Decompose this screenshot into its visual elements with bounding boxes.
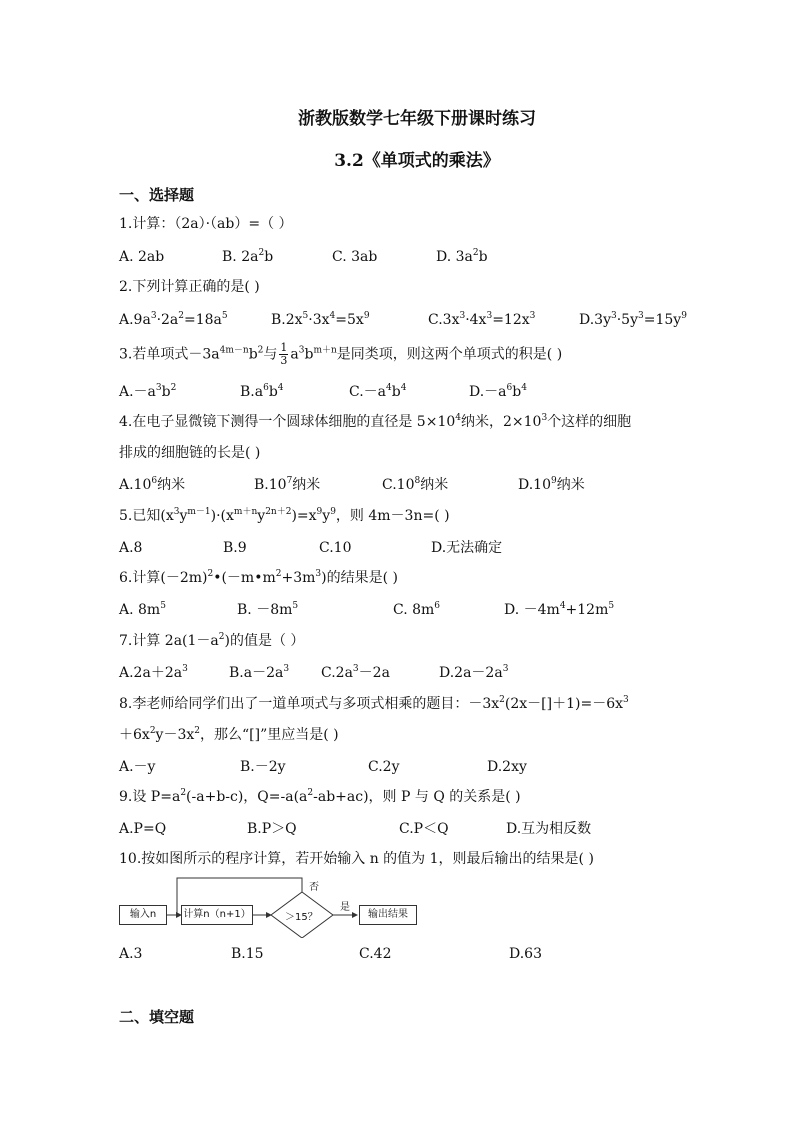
option-a: A. 2ab bbox=[119, 249, 165, 265]
question-9-stem: 9.设 $P=a^2(-a+b-c)$，$Q=-a(a^2-ab+ac)$，则 P 与 Q 的关系是( ) bbox=[119, 788, 521, 805]
option-d: D.互为相反数 bbox=[506, 821, 592, 837]
question-6-stem: 6.计算$(-2m)^2•(-m•m^2+3m^3)$的结果是( ) bbox=[119, 569, 398, 586]
flow-output-box: 输出结果 bbox=[359, 905, 417, 925]
section-fill-heading: 二、填空题 bbox=[119, 1008, 195, 1026]
flow-compute-box: 计算n（n+1） bbox=[181, 905, 253, 925]
option-d: D. $-4m^4+12m^5$ bbox=[504, 601, 615, 618]
option-c: C.P＜Q bbox=[399, 821, 449, 837]
program-flowchart bbox=[119, 874, 439, 938]
option-b: $B.a-2a^3$ bbox=[229, 664, 290, 681]
question-4-stem-line-1: 4.在电子显微镜下测得一个圆球体细胞的直径是 $5\times 10^4$纳米，$2\times 10^3$个这样的细胞 bbox=[119, 413, 632, 430]
question-1-stem: 1.计算：（2a）·（ab）=（ ） bbox=[119, 216, 293, 232]
flow-no-label: 否 bbox=[309, 882, 319, 893]
option-c: $C.-a^4b^4$ bbox=[349, 383, 407, 400]
flow-yes-label: 是 bbox=[340, 902, 350, 913]
option-a: A.－y bbox=[119, 759, 156, 775]
option-a: $A.9a^3\cdot 2a^2=18a^5$ bbox=[119, 311, 228, 328]
question-8-stem-line-2: $+6x^2y-3x^2$，那么“[]”里应当是( ) bbox=[119, 726, 339, 743]
option-b: B.15 bbox=[231, 946, 264, 962]
question-4-stem-line-2: 排成的细胞链的长是( ) bbox=[119, 445, 261, 461]
option-c: C. 3ab bbox=[332, 249, 378, 265]
option-d: D.2xy bbox=[487, 759, 527, 775]
question-5-stem: 5.已知$(x^3y^{m-1})\cdot(x^{m+n}y^{2n+2})=x^9y^9$，则 4m－3n=( ) bbox=[119, 507, 450, 524]
option-d: $D.10^9$纳米 bbox=[518, 476, 585, 493]
option-b: B. $2a^2b$ bbox=[222, 248, 274, 265]
option-c: $C.10^8$纳米 bbox=[382, 476, 449, 493]
question-2-stem: 2.下列计算正确的是( ) bbox=[119, 279, 260, 295]
section-choice-heading: 一、选择题 bbox=[119, 186, 195, 204]
option-a: $A.-a^3b^2$ bbox=[119, 383, 177, 400]
question-3-stem: 3.若单项式$-3a^{4m-n}b^2$与 $\frac{1}{3}$ $a^3b^{m+n}$是同类项，则这两个单项式的积是( ) bbox=[119, 341, 563, 367]
option-a: $A.2a+2a^3$ bbox=[119, 664, 188, 681]
question-7-stem: 7.计算 $2a(1-a^2)$的值是（ ） bbox=[119, 632, 305, 649]
option-b: B.P＞Q bbox=[247, 821, 297, 837]
option-d: $D.3y^3\cdot 5y^3=15y^9$ bbox=[579, 311, 687, 328]
flow-input-box: 输入n bbox=[119, 905, 167, 925]
fraction-one-third: $\frac{1}{3}$ bbox=[280, 341, 288, 367]
option-c: $C.2a^3-2a$ bbox=[321, 664, 390, 681]
flow-condition-label: ＞15？ bbox=[285, 912, 318, 923]
document-title: 浙教版数学七年级下册课时练习 bbox=[298, 109, 536, 129]
option-a: A. $8m^5$ bbox=[119, 601, 166, 618]
option-d: D.63 bbox=[509, 946, 542, 962]
option-c: C. $8m^6$ bbox=[393, 601, 441, 618]
question-8-stem-line-1: 8.李老师给同学们出了一道单项式与多项式相乘的题目：$-3x^2(2x-[]+1)=-6x^3$ bbox=[119, 695, 629, 712]
option-b: $B.10^7$纳米 bbox=[254, 476, 321, 493]
document-subtitle: 3.2《单项式的乘法》 bbox=[334, 151, 500, 171]
option-c: $C.3x^3\cdot 4x^3=12x^3$ bbox=[428, 311, 536, 328]
option-b: $B.a^6b^4$ bbox=[240, 383, 284, 400]
option-a: $A.10^6$纳米 bbox=[119, 476, 186, 493]
option-b: B.－2y bbox=[240, 759, 286, 775]
option-d: D.无法确定 bbox=[431, 540, 503, 556]
question-10-stem: 10.按如图所示的程序计算，若开始输入 n 的值为 1，则最后输出的结果是( ) bbox=[119, 851, 594, 867]
option-b: B. $-8m^5$ bbox=[237, 601, 299, 618]
option-c: C.10 bbox=[319, 540, 352, 556]
option-a: A.8 bbox=[119, 540, 143, 556]
option-c: C.2y bbox=[368, 759, 400, 775]
option-a: A.P=Q bbox=[119, 821, 167, 837]
option-d: $D.-a^6b^4$ bbox=[469, 383, 527, 400]
option-b: $B.2x^5\cdot 3x^4=5x^9$ bbox=[271, 311, 370, 328]
option-b: B.9 bbox=[223, 540, 247, 556]
option-d: D. $3a^2b$ bbox=[436, 248, 488, 265]
option-a: A.3 bbox=[119, 946, 143, 962]
option-d: $D.2a-2a^3$ bbox=[439, 664, 509, 681]
option-c: C.42 bbox=[359, 946, 392, 962]
